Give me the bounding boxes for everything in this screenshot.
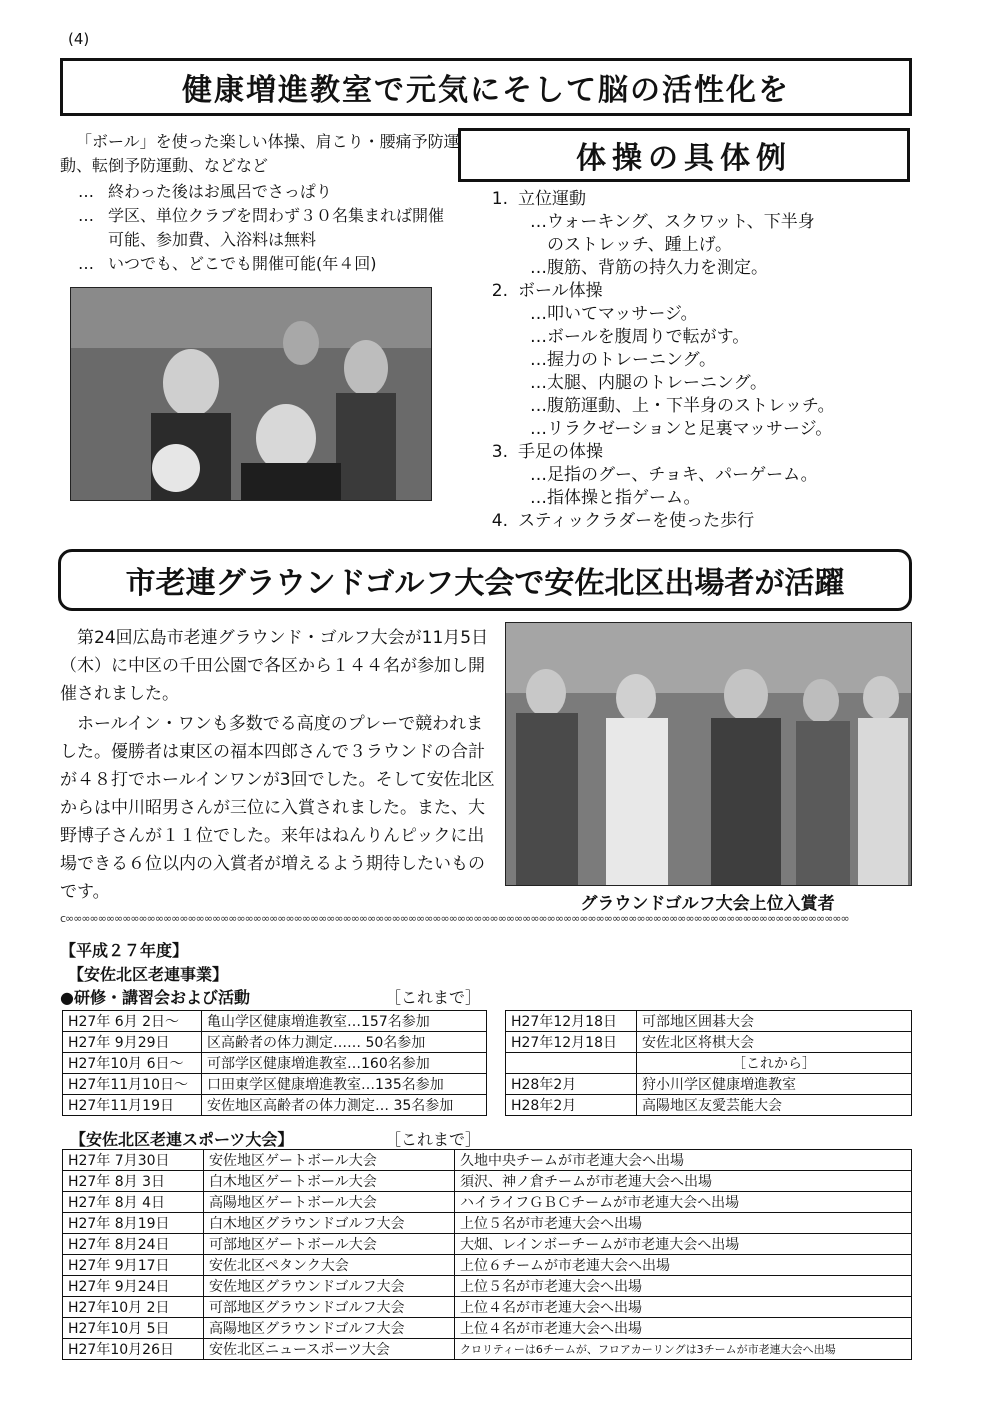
table-row: H27年12月18日 安佐北区将棋大会 <box>506 1032 912 1053</box>
table-row: H27年12月18日 可部地区囲碁大会 <box>506 1011 912 1032</box>
photo-placeholder <box>506 623 911 885</box>
table-row: H27年 6月 2日～ 亀山学区健康増進教室…157名参加 <box>63 1011 487 1032</box>
table-row <box>506 1053 912 1074</box>
decorative-divider: c∞∞∞∞∞∞∞∞∞∞∞∞∞∞∞∞∞∞∞∞∞∞∞∞∞∞∞∞∞∞∞∞∞∞∞∞∞∞∞∞∞∞∞∞∞∞∞∞∞∞∞∞∞∞∞∞∞∞∞∞∞∞∞∞∞∞∞∞∞∞∞∞∞∞∞∞∞∞∞∞∞∞∞∞∞∞∞∞∞∞∞∞∞∞∞∞ <box>60 912 849 925</box>
table-row: H27年 9月29日 区高齢者の体力測定…… 50名参加 <box>63 1032 487 1053</box>
table-row: H27年 8月24日 可部地区ゲートボール大会 大畑、レインボーチームが市老連大会へ出場 <box>63 1234 912 1255</box>
table-row: H27年 8月 4日 高陽地区ゲートボール大会 ハイライフＧＢＣチームが市老連大会へ出場 <box>63 1192 912 1213</box>
sports-table <box>62 1149 912 1360</box>
exercise-item: …ウォーキング、スクワット、下半身 <box>530 212 815 232</box>
table-row: H28年2月 狩小川学区健康増進教室 <box>506 1074 912 1095</box>
exercise-item: …ボールを腹周りで転がす。 <box>530 327 750 347</box>
article-paragraph: ホールイン・ワンも多数でる高度のプレーで競われました。優勝者は東区の福本四郎さんで３ラウンドの合計が４８打でホールインワンが3回でした。そして安佐北区からは中川昭男さんが三位に入賞されました。また、大野博子さんが１１位でした。来年はねんりんピックに出場できる６位以内の入賞者が増えるよう期待したいものです。 <box>60 714 495 902</box>
org-heading: 【安佐北区老連事業】 <box>68 965 229 984</box>
article-paragraph: 第24回広島市老連グラウンド・ゴルフ大会が11月5日（木）に中区の千田公園で各区から１４４名が参加し開催されました。 <box>60 628 489 704</box>
table-row: H27年11月10日～ 口田東学区健康増進教室…135名参加 <box>63 1074 487 1095</box>
table-row: H27年10月26日 安佐北区ニュースポーツ大会 クロリティーは6チームが、フロアカーリングは3チームが市老連大会へ出場 <box>63 1339 912 1360</box>
exercise-item: …腹筋運動、上・下半身のストレッチ。 <box>530 396 835 416</box>
exercise-item: …腹筋、背筋の持久力を測定。 <box>530 258 768 278</box>
exercise-category: 3. 手足の体操 <box>491 442 603 462</box>
groundgolf-winners-photo <box>505 622 912 886</box>
exercise-item: のストレッチ、踵上げ。 <box>530 235 732 255</box>
groundgolf-article <box>60 624 495 908</box>
intro-text <box>60 130 460 178</box>
exercise-item: …足指のグー、チョキ、パーゲーム。 <box>530 465 818 485</box>
photo-placeholder <box>71 288 431 500</box>
exercise-list <box>478 188 918 533</box>
exercise-examples-heading: 体操の具体例 <box>458 128 910 182</box>
table-row: H28年2月 高陽地区友愛芸能大会 <box>506 1095 912 1116</box>
exercise-category: 4. スティックラダーを使った歩行 <box>491 511 755 531</box>
page-number: (4) <box>68 30 90 48</box>
training-table <box>62 1010 487 1116</box>
table-row: H27年10月 2日 可部地区グラウンドゴルフ大会 上位４名が市老連大会へ出場 <box>63 1297 912 1318</box>
table-row: H27年10月 6日～ 可部学区健康増進教室…160名参加 <box>63 1053 487 1074</box>
table-row: H27年11月19日 安佐地区高齢者の体力測定… 35名参加 <box>63 1095 487 1116</box>
exercise-class-photo <box>70 287 432 501</box>
photo-caption: グラウンドゴルフ大会上位入賞者 <box>580 894 835 914</box>
sports-heading: 【安佐北区老連スポーツ大会】 <box>70 1130 294 1149</box>
so-far-label: ［これまで］ <box>385 1130 482 1149</box>
table-row: H27年 9月24日 安佐地区グラウンドゴルフ大会 上位５名が市老連大会へ出場 <box>63 1276 912 1297</box>
table-row: H27年 8月19日 白木地区グラウンドゴルフ大会 上位５名が市老連大会へ出場 <box>63 1213 912 1234</box>
exercise-item: …握力のトレーニング。 <box>530 350 716 370</box>
table-row: H27年10月 5日 高陽地区グラウンドゴルフ大会 上位４名が市老連大会へ出場 <box>63 1318 912 1339</box>
exercise-item: …リラクゼーションと足裏マッサージ。 <box>530 419 833 439</box>
table-row: H27年 8月 3日 白木地区ゲートボール大会 須沢、神ノ倉チームが市老連大会へ出場 <box>63 1171 912 1192</box>
exercise-item: …太腿、内腿のトレーニング。 <box>530 373 767 393</box>
events-table <box>505 1010 912 1116</box>
upcoming-label: ［これから］ <box>637 1053 912 1074</box>
exercise-item: …指体操と指ゲーム。 <box>530 488 701 508</box>
section-title-health-class: 健康増進教室で元気にそして脳の活性化を <box>60 58 912 116</box>
feature-list <box>78 180 458 276</box>
feature-item: … 終わった後はお風呂でさっぱり <box>78 182 332 201</box>
intro-paragraph: 「ボール」を使った楽しい体操、肩こり・腰痛予防運動、転倒予防運動、などなど <box>60 132 460 175</box>
exercise-item: …叩いてマッサージ。 <box>530 304 698 324</box>
exercise-category: 2. ボール体操 <box>491 281 603 301</box>
fiscal-year-heading: 【平成２７年度】 <box>60 941 189 960</box>
exercise-category: 1. 立位運動 <box>491 189 586 209</box>
table-row: H27年 7月30日 安佐地区ゲートボール大会 久地中央チームが市老連大会へ出場 <box>63 1150 912 1171</box>
table-row: H27年 9月17日 安佐北区ペタンク大会 上位６チームが市老連大会へ出場 <box>63 1255 912 1276</box>
feature-item: … 学区、単位クラブを問わず３０名集まれば開催可能、参加費、入浴料は無料 <box>78 206 445 249</box>
activity-heading: ●研修・講習会および活動 <box>60 988 250 1007</box>
section-title-groundgolf: 市老連グラウンドゴルフ大会で安佐北区出場者が活躍 <box>58 549 912 611</box>
feature-item: … いつでも、どこでも開催可能(年４回) <box>78 254 377 273</box>
so-far-label: ［これまで］ <box>385 988 482 1007</box>
